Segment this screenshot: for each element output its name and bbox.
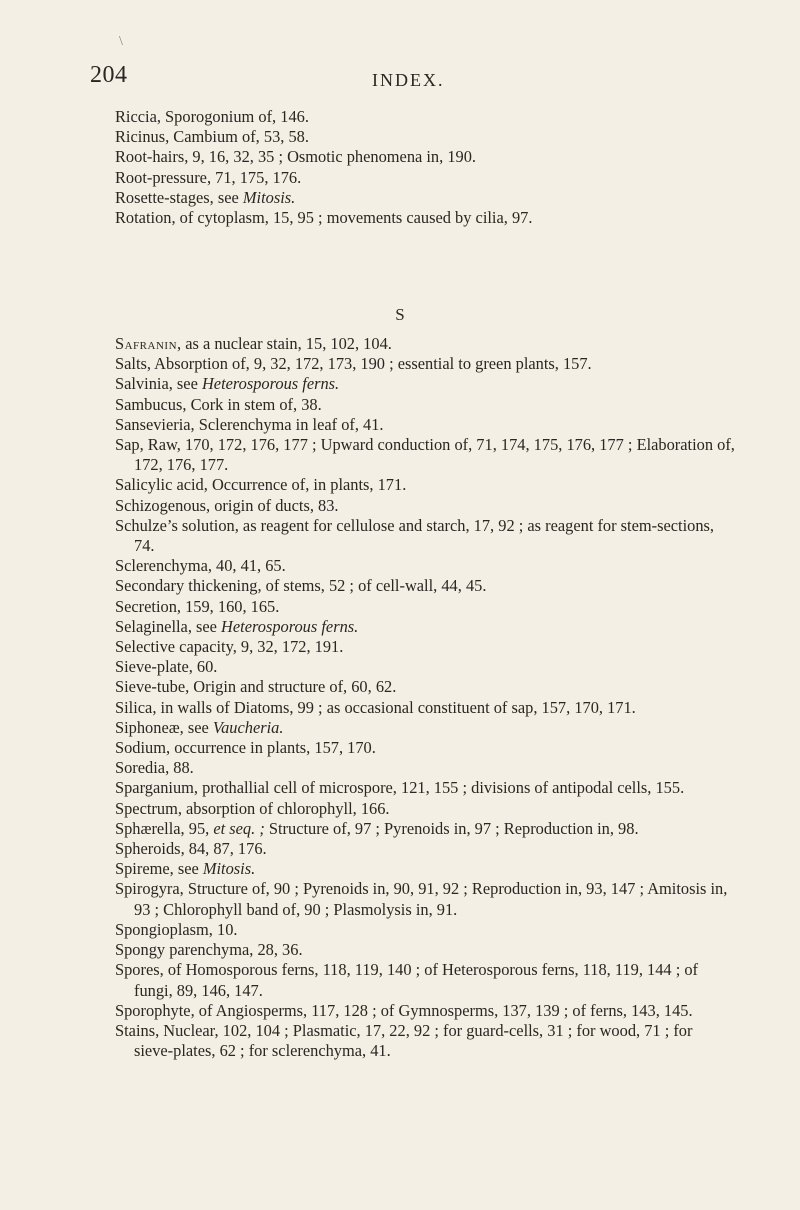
index-entry: Root-pressure, 71, 175, 176. <box>115 167 302 187</box>
index-entry: Spectrum, absorption of chlorophyll, 166. <box>115 798 390 818</box>
index-entry: Spirogyra, Structure of, 90 ; Pyrenoids in, 90, 91, 92 ; Reproduction in, 93, 147 ; Amitosis in, 93 ; Chlorophyll band of, 90 ; Plasmolysis in, 91. <box>115 879 728 919</box>
index-entry: Selective capacity, 9, 32, 172, 191. <box>115 637 344 657</box>
entry-text: Salvinia, see <box>115 374 202 394</box>
index-entry: Secondary thickening, of stems, 52 ; of cell-wall, 44, 45. <box>115 576 487 596</box>
index-entry: Rotation, of cytoplasm, 15, 95 ; movements caused by cilia, 97. <box>115 208 533 228</box>
index-entry: Sieve-tube, Origin and structure of, 60, 62. <box>115 677 397 697</box>
index-entry: Sap, Raw, 170, 172, 176, 177 ; Upward conduction of, 71, 174, 175, 176, 177 ; Elaboration of, 172, 176, 177. <box>115 435 735 475</box>
index-entry <box>115 718 735 738</box>
entry-crossref: Vaucheria. <box>212 717 284 737</box>
index-entry <box>115 859 735 879</box>
index-entry: Silica, in walls of Diatoms, 99 ; as occasional constituent of sap, 157, 170, 171. <box>115 697 636 717</box>
entry-crossref: et seq. ; <box>213 818 265 838</box>
index-entry: Spongioplasm, 10. <box>115 919 238 939</box>
section-letter-heading: S <box>395 305 405 324</box>
index-entry: Spongy parenchyma, 28, 36. <box>115 940 303 960</box>
index-entry <box>115 374 735 394</box>
entry-headword: Safranin <box>115 334 178 353</box>
running-head: INDEX. <box>372 70 445 90</box>
index-entry: Salts, Absorption of, 9, 32, 172, 173, 190 ; essential to green plants, 157. <box>115 354 592 374</box>
entry-text: Sphærella, 95, <box>115 818 214 838</box>
entry-text: Rosette-stages, see <box>115 187 243 207</box>
index-entry <box>115 617 735 637</box>
index-entry: Sieve-plate, 60. <box>115 657 218 677</box>
index-entry: Spheroids, 84, 87, 176. <box>115 839 267 859</box>
index-entry: Sporophyte, of Angiosperms, 117, 128 ; of Gymnosperms, 137, 139 ; of ferns, 143, 145. <box>115 1000 693 1020</box>
index-entries-s <box>115 334 735 1061</box>
page-header <box>90 62 710 96</box>
index-entry: Secretion, 159, 160, 165. <box>115 596 280 616</box>
entry-text: Structure of, 97 ; Pyrenoids in, 97 ; Reproduction in, 98. <box>264 818 639 838</box>
index-entry: Sansevieria, Sclerenchyma in leaf of, 41. <box>115 414 384 434</box>
entry-text: Spireme, see <box>115 859 203 879</box>
entry-text: , as a nuclear stain, 15, 102, 104. <box>177 334 392 353</box>
entry-text: Siphoneæ, see <box>115 717 213 737</box>
index-entry: Spores, of Homosporous ferns, 118, 119, 140 ; of Heterosporous ferns, 118, 119, 144 ; of fungi, 89, 146, 147. <box>115 960 699 1000</box>
entry-crossref: Mitosis. <box>242 187 296 207</box>
stray-mark: \ <box>119 34 123 49</box>
index-entry: Sclerenchyma, 40, 41, 65. <box>115 556 286 576</box>
index-entry: Root-hairs, 9, 16, 32, 35 ; Osmotic phenomena in, 190. <box>115 147 477 167</box>
index-entry: Stains, Nuclear, 102, 104 ; Plasmatic, 17, 22, 92 ; for guard-cells, 31 ; for wood, 71 ; for sieve-plates, 62 ; for sclerenchyma, 41. <box>115 1020 693 1061</box>
index-entry: Schizogenous, origin of ducts, 83. <box>115 495 339 515</box>
entry-crossref: Heterosporous ferns. <box>221 616 359 636</box>
page-number: 204 <box>90 62 128 88</box>
index-entry: Sambucus, Cork in stem of, 38. <box>115 394 322 414</box>
index-entry: Ricinus, Cambium of, 53, 58. <box>115 127 309 147</box>
index-entry: Soredia, 88. <box>115 758 194 778</box>
index-entry: Sodium, occurrence in plants, 157, 170. <box>115 738 376 758</box>
entry-text: Selaginella, see <box>115 616 222 636</box>
index-entry: Schulze’s solution, as reagent for cellulose and starch, 17, 92 ; as reagent for stem-sections, 74. <box>115 515 714 556</box>
entry-crossref: Heterosporous ferns. <box>201 374 340 394</box>
index-entry <box>115 188 735 208</box>
index-entry <box>115 334 735 354</box>
index-entry <box>115 819 735 839</box>
entry-crossref: Mitosis. <box>202 859 256 879</box>
index-entries-r <box>115 107 735 228</box>
index-entry: Sparganium, prothallial cell of microspore, 121, 155 ; divisions of antipodal cells, 155. <box>115 778 685 798</box>
index-entry: Salicylic acid, Occurrence of, in plants, 171. <box>115 475 407 495</box>
index-entry: Riccia, Sporogonium of, 146. <box>115 107 309 126</box>
